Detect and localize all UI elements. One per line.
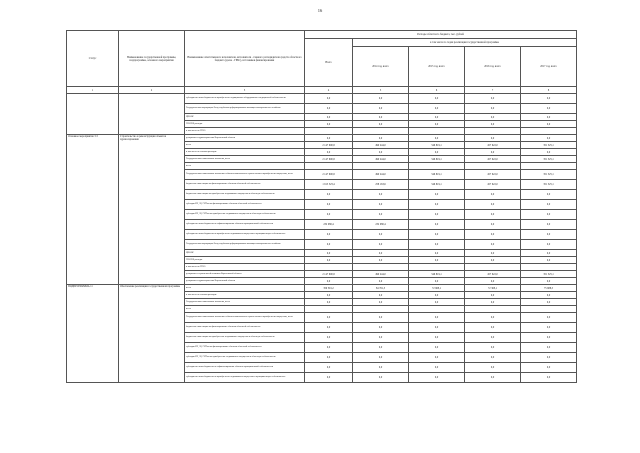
header-year-2017: 2017 год, всего (521, 47, 577, 87)
value-cell: 490 244,0 (353, 170, 409, 180)
value-cell: 546 819,1 (409, 271, 465, 278)
value-cell: 0,0 (465, 333, 521, 343)
value-cell (305, 163, 353, 170)
value-cell: 0,0 (465, 210, 521, 220)
value-cell: 0,0 (305, 114, 353, 121)
value-cell: 351 325,1 (521, 156, 577, 163)
row-label: субсидии КУ, АУ, ГУПам на финансирование объектов областной собственности (185, 200, 305, 210)
value-cell: 0,0 (465, 353, 521, 363)
table-row (67, 94, 577, 104)
value-cell: 84 761,3 (353, 285, 409, 292)
row-label: бюджетные инвестиции на приобретение недвижимого имущества в областную собственность (185, 190, 305, 200)
value-cell: 232 080,4 (353, 220, 409, 230)
row-label: бюджетные инвестиции на финансирование объектов областной собственности (185, 323, 305, 333)
value-cell: 0,0 (521, 240, 577, 250)
value-cell: 0,0 (353, 135, 409, 142)
value-cell: 0,0 (305, 299, 353, 306)
status-cell (67, 94, 119, 135)
table-row (67, 285, 577, 292)
header-executor: Наименование ответственного исполнителя, исполнителя - главного распорядителя средств областного бюджета (далее - ГРБС), источников финансирования (185, 31, 305, 87)
value-cell: 0,0 (353, 149, 409, 156)
value-cell: 0,0 (305, 333, 353, 343)
value-cell: 0,0 (465, 114, 521, 121)
value-cell: 457 622,0 (465, 170, 521, 180)
value-cell (521, 163, 577, 170)
value-cell: 2 147 600,8 (305, 271, 353, 278)
program-name-cell: Строительство и реконструкция объектов здравоохранения (119, 135, 185, 285)
header-program-name: Наименование государственной программы, подпрограммы, основного мероприятия (119, 31, 185, 87)
value-cell (353, 264, 409, 271)
value-cell: 359 391,2 (305, 285, 353, 292)
value-cell: 0,0 (521, 313, 577, 323)
value-cell: 0,0 (353, 373, 409, 383)
value-cell: 0,0 (521, 278, 577, 285)
value-cell: 0,0 (353, 230, 409, 240)
value-cell: 0,0 (465, 121, 521, 128)
col-number: 3 (185, 87, 305, 94)
value-cell: 0,0 (521, 363, 577, 373)
row-label: бюджетные инвестиции на финансирование объектов областной собственности (185, 180, 305, 190)
value-cell: 546 819,1 (409, 156, 465, 163)
value-cell (353, 306, 409, 313)
value-cell: 0,0 (409, 343, 465, 353)
header-status: Статус (67, 31, 119, 87)
value-cell: 0,0 (521, 114, 577, 121)
value-cell: 1 915 323,4 (305, 180, 353, 190)
row-label: субсидии местным бюджетам на софинансирование объектов муниципальной собственности (185, 363, 305, 373)
value-cell: 0,0 (465, 230, 521, 240)
value-cell (521, 306, 577, 313)
header-year-2014: 2014 год, всего (353, 47, 409, 87)
value-cell (353, 128, 409, 135)
row-label: субсидии местным бюджетам на софинансирование объектов муниципальной собственности (185, 220, 305, 230)
value-cell: 0,0 (409, 149, 465, 156)
value-cell: 546 819,1 (409, 180, 465, 190)
row-label: всего (185, 163, 305, 170)
row-label: всего (185, 306, 305, 313)
value-cell: 0,0 (305, 343, 353, 353)
value-cell: 0,0 (465, 94, 521, 104)
header-total: Всего (305, 39, 353, 87)
value-cell: 0,0 (409, 278, 465, 285)
value-cell: 0,0 (353, 278, 409, 285)
value-cell: 0,0 (409, 190, 465, 200)
value-cell: 0,0 (353, 299, 409, 306)
value-cell: 457 622,0 (465, 180, 521, 190)
value-cell: 0,0 (353, 333, 409, 343)
header-year-2015: 2015 год, всего (409, 47, 465, 87)
value-cell: 0,0 (521, 292, 577, 299)
value-cell: 490 244,0 (353, 156, 409, 163)
value-cell: 0,0 (305, 250, 353, 257)
value-cell: 0,0 (305, 323, 353, 333)
value-cell: 0,0 (521, 257, 577, 264)
value-cell: 546 819,1 (409, 170, 465, 180)
value-cell: 0,0 (409, 230, 465, 240)
value-cell: 0,0 (305, 292, 353, 299)
value-cell: 232 080,4 (305, 220, 353, 230)
row-label: департамент здравоохранения Воронежской области (185, 135, 305, 142)
header-incl-years: в том числе по годам реализации государственной программы (353, 39, 577, 47)
value-cell: 0,0 (465, 190, 521, 200)
value-cell: 0,0 (409, 94, 465, 104)
value-cell: 0,0 (353, 114, 409, 121)
value-cell (305, 306, 353, 313)
row-label: Государственные капитальные вложения, всего (185, 299, 305, 306)
value-cell: 0,0 (465, 149, 521, 156)
value-cell: 0,0 (521, 343, 577, 353)
value-cell: 0,0 (465, 104, 521, 114)
value-cell: 0,0 (521, 121, 577, 128)
value-cell: 75 688,5 (521, 285, 577, 292)
value-cell: 0,0 (465, 278, 521, 285)
value-cell: 0,0 (409, 353, 465, 363)
value-cell: 0,0 (409, 333, 465, 343)
value-cell: 0,0 (521, 190, 577, 200)
program-name-cell: Обеспечение реализации государственной программы (119, 285, 185, 383)
value-cell: 0,0 (521, 373, 577, 383)
header-year-2016: 2016 год, всего (465, 47, 521, 87)
col-number: 7 (465, 87, 521, 94)
row-label: субсидии КУ, АУ, ГУПам на приобретение недвижимого имущества в областную собственность (185, 210, 305, 220)
value-cell: 0,0 (353, 190, 409, 200)
value-cell: 0,0 (353, 363, 409, 373)
value-cell: 0,0 (305, 135, 353, 142)
row-label: субсидии местным бюджетам на приобретение недвижимого имущества в муниципальную собственность (185, 230, 305, 240)
value-cell: 0,0 (521, 353, 577, 363)
value-cell: 0,0 (305, 210, 353, 220)
value-cell (409, 128, 465, 135)
header-estimates: Расходы областного бюджета, тыс. рублей (305, 31, 577, 39)
value-cell: 0,0 (353, 240, 409, 250)
value-cell: 0,0 (305, 353, 353, 363)
row-label: в том числе по статьям расходов: (185, 292, 305, 299)
value-cell: 0,0 (305, 104, 353, 114)
value-cell: 0,0 (305, 373, 353, 383)
value-cell: 457 622,0 (465, 271, 521, 278)
row-label: Государственные капитальные вложения, всего (185, 156, 305, 163)
value-cell: 546 819,1 (409, 142, 465, 149)
value-cell: 0,0 (305, 94, 353, 104)
value-cell: 0,0 (465, 363, 521, 373)
column-numbers-row (67, 87, 577, 94)
value-cell (409, 163, 465, 170)
row-label: в том числе по ГРБС: (185, 264, 305, 271)
value-cell: 258 163,6 (353, 180, 409, 190)
value-cell: 0,0 (353, 292, 409, 299)
value-cell: 0,0 (305, 313, 353, 323)
row-label: бюджетные инвестиции на приобретение недвижимого имущества в областную собственность (185, 333, 305, 343)
value-cell: 2 147 600,8 (305, 142, 353, 149)
value-cell (465, 163, 521, 170)
value-cell: 0,0 (409, 114, 465, 121)
table-row (67, 135, 577, 142)
value-cell: 0,0 (409, 240, 465, 250)
value-cell: 0,0 (465, 240, 521, 250)
value-cell: 0,0 (521, 104, 577, 114)
value-cell: 0,0 (465, 292, 521, 299)
value-cell: 0,0 (409, 292, 465, 299)
value-cell: 0,0 (409, 220, 465, 230)
value-cell: 0,0 (409, 313, 465, 323)
value-cell: 0,0 (521, 220, 577, 230)
value-cell: 0,0 (409, 104, 465, 114)
row-label: департамент строительной политики Воронежской области (185, 271, 305, 278)
value-cell: 0,0 (353, 353, 409, 363)
value-cell: 457 622,0 (465, 142, 521, 149)
value-cell: 0,0 (465, 313, 521, 323)
value-cell: 0,0 (465, 299, 521, 306)
value-cell (353, 163, 409, 170)
col-number: 5 (353, 87, 409, 94)
row-label: Государственная корпорация Фонд содействия реформированию жилищно-коммунального хозяйства (185, 104, 305, 114)
value-cell: 0,0 (521, 210, 577, 220)
value-cell (409, 264, 465, 271)
value-cell (465, 264, 521, 271)
row-label: всего (185, 285, 305, 292)
value-cell: 0,0 (409, 299, 465, 306)
value-cell: 0,0 (465, 373, 521, 383)
value-cell: 0,0 (521, 94, 577, 104)
row-label: ГРОНЗЕ расходы (185, 257, 305, 264)
value-cell: 0,0 (353, 313, 409, 323)
row-label: субсидии местным бюджетам на приобретение недвижимого имущества в муниципальную собственность (185, 373, 305, 383)
value-cell: 0,0 (521, 333, 577, 343)
value-cell: 0,0 (305, 257, 353, 264)
value-cell: 2 147 600,8 (305, 170, 353, 180)
value-cell: 0,0 (353, 210, 409, 220)
row-label: в том числе по ГРБС: (185, 128, 305, 135)
value-cell: 0,0 (353, 94, 409, 104)
value-cell: 0,0 (521, 299, 577, 306)
row-label: ЦНФОР (185, 250, 305, 257)
value-cell: 0,0 (521, 135, 577, 142)
value-cell: 0,0 (521, 323, 577, 333)
row-label: Государственная корпорация Фонд содействия реформированию жилищно-коммунального хозяйства (185, 240, 305, 250)
value-cell: 0,0 (353, 323, 409, 333)
col-number: 8 (521, 87, 577, 94)
value-cell: 0,0 (521, 200, 577, 210)
value-cell: 0,0 (305, 190, 353, 200)
value-cell: 0,0 (465, 343, 521, 353)
value-cell: 0,0 (305, 149, 353, 156)
value-cell: 0,0 (409, 373, 465, 383)
value-cell: 0,0 (465, 257, 521, 264)
status-cell: Основное мероприятие 3.3 (67, 135, 119, 285)
value-cell: 490 244,0 (353, 271, 409, 278)
col-number: 4 (305, 87, 353, 94)
value-cell: 0,0 (353, 257, 409, 264)
value-cell: 72 908,1 (409, 285, 465, 292)
row-label: субсидии местным бюджетам на приобретение медицинского оборудования и медицинской собственности (185, 94, 305, 104)
value-cell: 0,0 (409, 250, 465, 257)
value-cell: 0,0 (465, 200, 521, 210)
row-label: субсидии КУ, АУ, ГУПам на финансирование объектов областной собственности (185, 343, 305, 353)
value-cell: 351 325,1 (521, 180, 577, 190)
value-cell: 0,0 (465, 323, 521, 333)
value-cell: 0,0 (409, 323, 465, 333)
value-cell: 0,0 (305, 363, 353, 373)
row-label: в том числе по статьям расходов: (185, 149, 305, 156)
value-cell: 0,0 (305, 240, 353, 250)
row-label: субсидии КУ, АУ, ГУПам на приобретение недвижимого имущества в областную собственность (185, 353, 305, 363)
value-cell: 72 308,1 (465, 285, 521, 292)
value-cell: 0,0 (305, 278, 353, 285)
value-cell: 0,0 (305, 230, 353, 240)
value-cell: 0,0 (353, 121, 409, 128)
value-cell: 0,0 (409, 257, 465, 264)
value-cell: 351 325,1 (521, 142, 577, 149)
value-cell: 0,0 (521, 149, 577, 156)
value-cell: 0,0 (409, 135, 465, 142)
value-cell: 351 325,1 (521, 271, 577, 278)
value-cell (305, 264, 353, 271)
row-label: департамент здравоохранения Воронежской области (185, 278, 305, 285)
value-cell: 0,0 (465, 250, 521, 257)
value-cell: 0,0 (465, 135, 521, 142)
value-cell: 0,0 (353, 200, 409, 210)
value-cell (305, 128, 353, 135)
status-cell: ПОДПРОГРАММА 11 (67, 285, 119, 383)
col-number: 6 (409, 87, 465, 94)
value-cell: 0,0 (409, 363, 465, 373)
value-cell: 0,0 (521, 230, 577, 240)
col-number: 1 (67, 87, 119, 94)
value-cell: 457 622,0 (465, 156, 521, 163)
value-cell: 0,0 (465, 220, 521, 230)
value-cell (409, 306, 465, 313)
value-cell: 0,0 (353, 104, 409, 114)
value-cell (521, 264, 577, 271)
page-number: 16 (317, 8, 323, 13)
value-cell: 0,0 (353, 343, 409, 353)
value-cell: 0,0 (305, 200, 353, 210)
value-cell: 0,0 (409, 210, 465, 220)
value-cell: 2 147 600,8 (305, 156, 353, 163)
row-label: Государственные капитальные вложения в объекты капитального строительства и приобретение имущества, всего (185, 313, 305, 323)
value-cell: 0,0 (409, 121, 465, 128)
value-cell: 490 244,0 (353, 142, 409, 149)
row-label: всего (185, 142, 305, 149)
value-cell (465, 128, 521, 135)
value-cell (465, 306, 521, 313)
row-label: ЦНФОР (185, 114, 305, 121)
program-name-cell (119, 94, 185, 135)
budget-table (66, 30, 577, 383)
value-cell (521, 128, 577, 135)
col-number: 2 (119, 87, 185, 94)
value-cell: 351 325,1 (521, 170, 577, 180)
value-cell: 0,0 (305, 121, 353, 128)
row-label: ГРОНЗЕ расходы (185, 121, 305, 128)
row-label: Государственные капитальные вложения в объекты капитального строительства и приобретение имущества, всего (185, 170, 305, 180)
value-cell: 0,0 (353, 250, 409, 257)
value-cell: 0,0 (521, 250, 577, 257)
value-cell: 0,0 (409, 200, 465, 210)
